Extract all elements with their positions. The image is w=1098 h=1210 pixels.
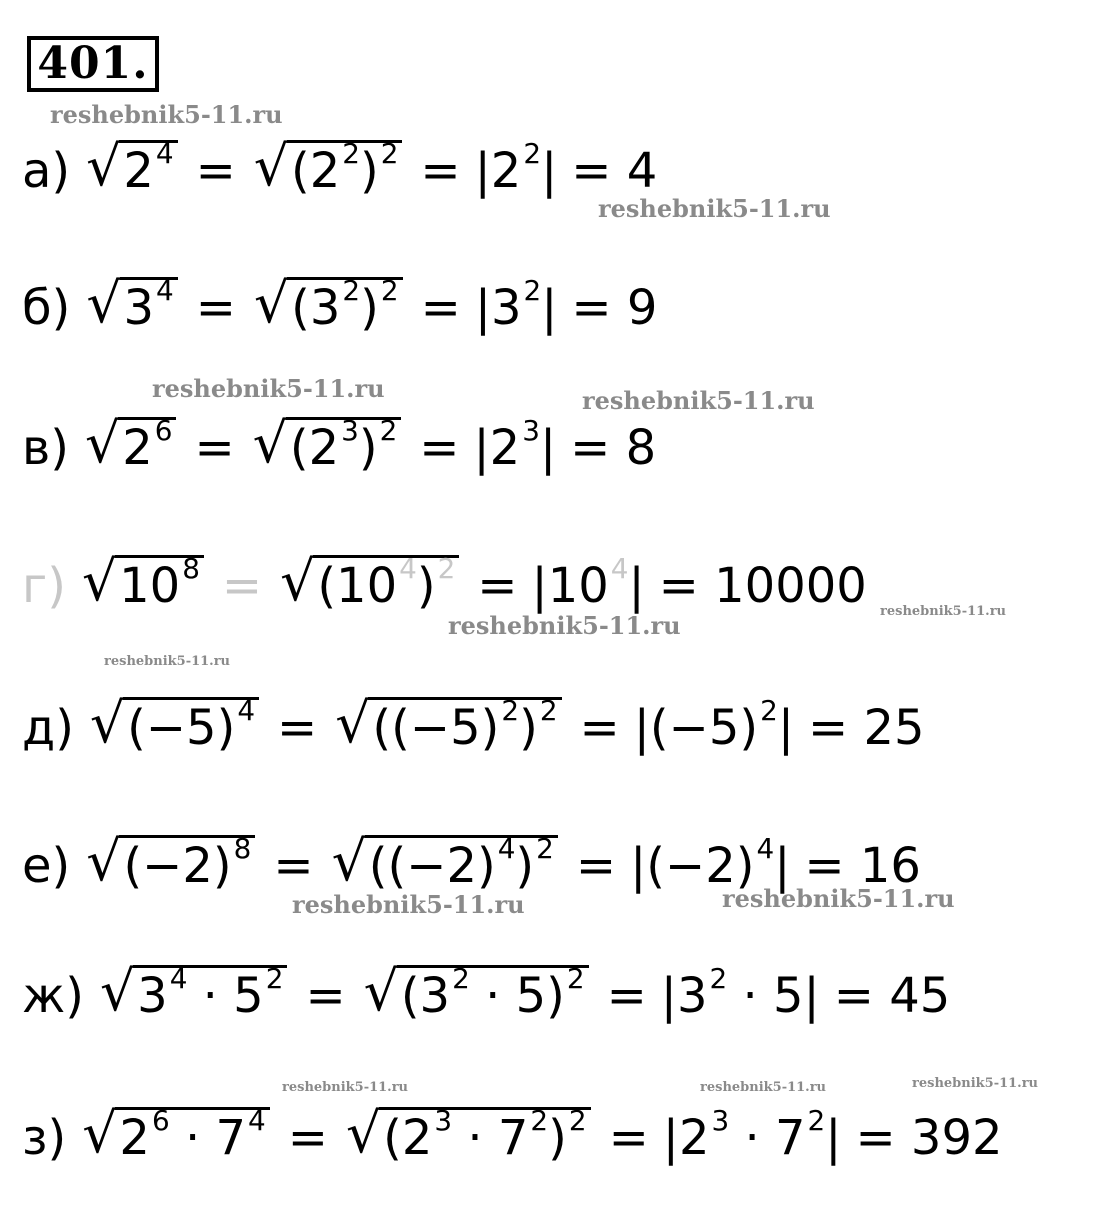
result: = 4 <box>571 143 658 199</box>
equation-line-d: д) √ $(-5)^4$ = √ $((-5)^2)^2$ = $|(-5)^2|$ = 25 <box>22 691 925 756</box>
result: = 392 <box>855 1110 1003 1166</box>
item-label: е) <box>22 838 71 894</box>
radical: √ $2^4$ <box>86 140 177 195</box>
equation-line-z: з) √ $2^6 \cdot 7^4$ = √ $(2^3 \cdot 7^2)^2$ = $|2^3 \cdot 7^2|$ = 392 <box>22 1101 1003 1166</box>
watermark: reshebnik5-11.ru <box>50 100 283 129</box>
radical: √ $(3^2 \cdot 5)^2$ <box>364 965 589 1020</box>
radical: √ $(2^2)^2$ <box>254 140 403 195</box>
absolute-value: $|(-5)^2|$ <box>633 694 795 756</box>
radical: √ $10^8$ <box>82 555 204 610</box>
radical: √ $(-5)^4$ <box>90 697 259 752</box>
watermark: reshebnik5-11.ru <box>912 1076 1039 1091</box>
radical: √ $2^6$ <box>85 417 176 472</box>
equation-line-a: а) √ $2^4$ = √ $(2^2)^2$ = $|2^2|$ = 4 <box>22 134 658 199</box>
absolute-value: $|2^3|$ <box>473 414 557 476</box>
radical: √ $(10^4)^2$ <box>280 555 459 610</box>
watermark: reshebnik5-11.ru <box>448 611 681 640</box>
equation-line-b: б) √ $3^4$ = √ $(3^2)^2$ = $|3^2|$ = 9 <box>22 271 658 336</box>
absolute-value: $|2^3 \cdot 7^2|$ <box>662 1104 842 1166</box>
item-label: д) <box>22 700 74 756</box>
item-label: г) <box>22 558 66 614</box>
watermark: reshebnik5-11.ru <box>582 386 815 415</box>
item-label: з) <box>22 1110 67 1166</box>
absolute-value: $|10^4|$ <box>531 552 645 614</box>
watermark: reshebnik5-11.ru <box>282 1080 409 1095</box>
absolute-value: $|3^2|$ <box>474 274 558 336</box>
absolute-value: $|2^2|$ <box>474 137 558 199</box>
result: = 10000 <box>658 558 867 614</box>
absolute-value: $|3^2 \cdot 5|$ <box>660 962 820 1024</box>
result: = 16 <box>804 838 921 894</box>
result: = 9 <box>571 280 658 336</box>
absolute-value: $|(-2)^4|$ <box>630 832 791 894</box>
watermark: reshebnik5-11.ru <box>104 654 231 669</box>
equation-line-g: г) √ $10^8$ = √ $(10^4)^2$ = $|10^4|$ = 10000 <box>22 549 867 614</box>
radical: √ $((-2)^4)^2$ <box>332 835 558 890</box>
radical: √ $3^4$ <box>86 277 177 332</box>
watermark: reshebnik5-11.ru <box>880 604 1007 619</box>
radical: √ $3^4 \cdot 5^2$ <box>100 965 287 1020</box>
radical: √ $2^6 \cdot 7^4$ <box>82 1107 269 1162</box>
item-label: ж) <box>22 968 84 1024</box>
watermark: reshebnik5-11.ru <box>598 194 831 223</box>
radical: √ $((-5)^2)^2$ <box>335 697 561 752</box>
radical: √ $(-2)^8$ <box>86 835 255 890</box>
radical: √ $(2^3)^2$ <box>253 417 402 472</box>
radical: √ $(3^2)^2$ <box>254 277 403 332</box>
result: = 45 <box>833 968 951 1024</box>
equation-line-e: е) √ $(-2)^8$ = √ $((-2)^4)^2$ = $|(-2)^4|$ = 16 <box>22 829 921 894</box>
watermark: reshebnik5-11.ru <box>152 374 385 403</box>
result: = 8 <box>570 420 657 476</box>
watermark: reshebnik5-11.ru <box>700 1080 827 1095</box>
radical: √ $(2^3 \cdot 7^2)^2$ <box>346 1107 591 1162</box>
task-number: 401. <box>27 36 159 92</box>
equation-line-v: в) √ $2^6$ = √ $(2^3)^2$ = $|2^3|$ = 8 <box>22 411 657 476</box>
watermark: reshebnik5-11.ru <box>292 890 525 919</box>
equation-line-zh: ж) √ $3^4 \cdot 5^2$ = √ $(3^2 \cdot 5)^2$ = $|3^2 \cdot 5|$ = 45 <box>22 959 951 1024</box>
item-label: а) <box>22 143 71 199</box>
watermark: reshebnik5-11.ru <box>722 884 955 913</box>
result: = 25 <box>808 700 925 756</box>
item-label: в) <box>22 420 70 476</box>
item-label: б) <box>22 280 71 336</box>
